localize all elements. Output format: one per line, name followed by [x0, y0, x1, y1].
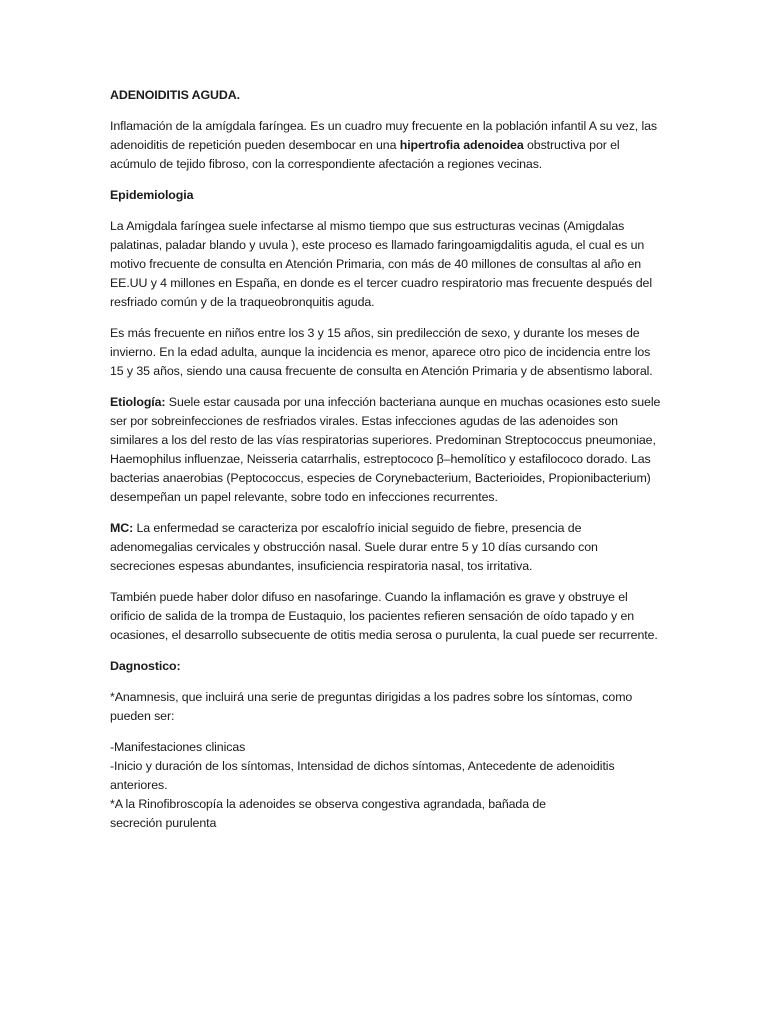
mc-text: La enfermedad se caracteriza por escalofrío inicial seguido de fiebre, presencia de adenomegalias cervicales y obstrucción nasal. Suele durar entre 5 y 10 días cursando con secreciones espesas abundantes, insuficiencia respiratoria nasal, tos irritativa. — [110, 521, 598, 573]
mc-paragraph-2: También puede haber dolor difuso en nasofaringe. Cuando la inflamación es grave y obstruye el orificio de salida de la trompa de Eustaquio, los pacientes refieren sensación de oído tapado y en ocasiones, el desarrollo subsecuente de otitis media serosa o purulenta, la cual puede ser recurrente. — [110, 590, 658, 642]
intro-text-after: obstructiva por el acúmulo de tejido fibroso, con la correspondiente afectación a regiones vecinas. — [110, 138, 620, 171]
list-item: -Inicio y duración de los síntomas, Intensidad de dichos síntomas, Antecedente de adenoiditis anteriores. — [110, 759, 615, 792]
diagnostico-anamnesis: *Anamnesis, que incluirá una serie de preguntas dirigidas a los padres sobre los síntomas, como pueden ser: — [110, 690, 633, 723]
intro-paragraph — [110, 117, 662, 174]
document-title: ADENOIDITIS AGUDA. — [110, 88, 240, 102]
etiologia-label: Etiología: — [110, 395, 166, 409]
intro-bold-term: hipertrofia adenoidea — [399, 138, 524, 152]
etiologia-paragraph — [110, 393, 662, 507]
epidemiologia-paragraph-2: Es más frecuente en niños entre los 3 y 15 años, sin predilección de sexo, y durante los meses de invierno. En la edad adulta, aunque la incidencia es menor, aparece otro pico de incidencia entre los 15 y 35 años, siendo una causa frecuente de consulta en Atención Primaria y de absentismo laboral. — [110, 326, 653, 378]
etiologia-text: Suele estar causada por una infección bacteriana aunque en muchas ocasiones esto suele ser por sobreinfecciones de resfriados virales. Estas infecciones agudas de las adenoides son similares a los del resto de las vías respiratorias superiores. Predominan Streptococcus pneumoniae, Haemophilus influenzae, Neisseria catarrhalis, estreptococo β–hemolítico y estafilococo dorado. Las bacterias anaerobias (Peptococcus, especies de Corynebacterium, Bacterioides, Propionibacterium) desempeñan un papel relevante, sobre todo en infecciones recurrentes. — [110, 395, 661, 504]
section-heading-diagnostico: Dagnostico: — [110, 659, 181, 673]
document-body — [110, 86, 662, 833]
list-item: -Manifestaciones clinicas — [110, 740, 246, 754]
mc-paragraph — [110, 519, 662, 576]
diagnostico-last-line: secreción purulenta — [110, 816, 217, 830]
mc-label: MC: — [110, 521, 134, 535]
section-heading-epidemiologia: Epidemiologia — [110, 188, 194, 202]
list-item: *A la Rinofibroscopía la adenoides se observa congestiva agrandada, bañada de — [110, 797, 546, 811]
epidemiologia-paragraph-1: La Amigdala faríngea suele infectarse al mismo tiempo que sus estructuras vecinas (Amigdalas palatinas, paladar blando y uvula ), este proceso es llamado faringoamigdalitis aguda, el cual es un motivo frecuente de consulta en Atención Primaria, con más de 40 millones de consultas al año en EE.UU y 4 millones en España, en donde es el tercer cuadro respiratorio mas frecuente después del resfriado común y de la traqueobronquitis aguda. — [110, 219, 652, 309]
intro-text-before: Inflamación de la amígdala faríngea. Es un cuadro muy frecuente en la población infantil A su vez, las adenoiditis de repetición pueden desembocar en una — [110, 119, 658, 152]
